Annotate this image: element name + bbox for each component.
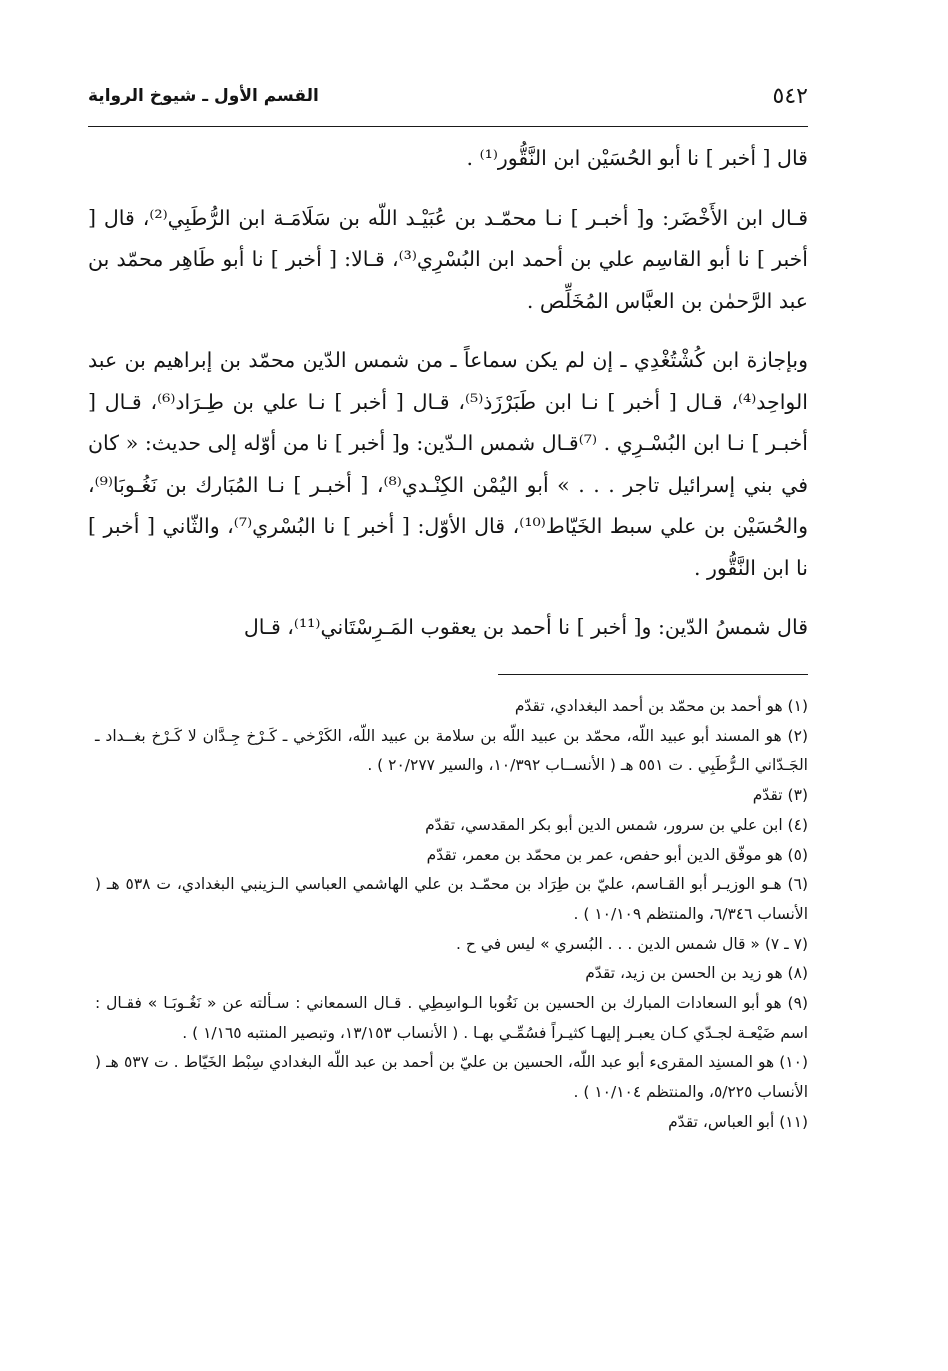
footnote: (٦) هـو الوزيـر أبو القـاسم، عليّ بن طِرَاد بن محمّـد بن علي الهاشمي العباسي الـزينبي البغدادي، ت ٥٣٨ هـ ( الأنساب ٦/٣٤٦، والمنتظم ١٠/١٠٩ ) . bbox=[95, 875, 809, 923]
paragraph: قال شمسُ الدّين: و[ أخبر ] نا أحمد بن يعقوب المَـرِسْتَاني⁽¹¹⁾، قـال bbox=[243, 615, 808, 639]
page-number: ٥٤٢ bbox=[772, 84, 808, 109]
footnote: (٤) ابن علي بن سرور، شمس الدين أبو بكر المقدسي، تقدّم bbox=[425, 815, 808, 834]
footnote-separator bbox=[498, 674, 808, 675]
paragraph: وبإجازة ابن كُشْتُغْدِي ـ إن لم يكن سماعاً ـ من شمس الدّين محمّد بن إبراهيم بن عبد الواحِد⁽⁴⁾، قـال [ أخبر ] نـا ابن طَبَرْزَذ⁽⁵⁾، قـال [ أخبر ] نـا علي بن طِـرَاد⁽⁶⁾، قـال [ أخبـر ] نـا ابن البُسْـرِي . ⁽⁷⁾قـال شمس الـدّين: و[ أخبر ] نا من أوّله إلى حديث: « كان في بني إسرائيل تاجر . . . » أبو اليُمْن الكِنْـدي⁽⁸⁾، [ أخبـر ] نـا المُبَارك بن نَغُـوبَا⁽⁹⁾، والحُسَيْن بن علي سبط الخَيّاط⁽¹⁰⁾، قال الأوّل: [ أخبر ] نا البُسْري⁽⁷⁾، والثّاني [ أخبر ] نا ابن النَّقُّور . bbox=[88, 348, 808, 580]
footnote: (٧ ـ ٧) « قال شمس الدين . . . البُسري » ليس في ح . bbox=[456, 934, 808, 953]
footnote: (٩) هو أبو السعادات المبارك بن الحسين بن نَغُوبا الـواسِطِي . قـال السمعاني : سـألته عن « نَغُـوبَـا » فقـال : اسم ضَيْعـة لجـدّي كـان يعبـر إليهـا كثيـراً فسُمِّـي بهـا . ( الأنساب ١٣/١٥٣، وتبصير المنتبه ١/١٦٥ ) . bbox=[95, 994, 808, 1042]
paragraph: قال [ أخبر ] نا أبو الحُسَيْن ابن النَّقُّور⁽¹⁾ . bbox=[466, 146, 808, 170]
footnote: (٣) تقدّم bbox=[752, 786, 808, 805]
main-text bbox=[88, 138, 808, 667]
footnote: (١٠) هو المسنِد المقرىء أبو عبد اللّه، الحسين بن عليّ بن أحمد بن عبد اللّه البغدادي سِبْط الخَيّاط . ت ٥٣٧ هـ ( الأنساب ٥/٢٢٥، والمنتظم ١٠/١٠٤ ) . bbox=[95, 1053, 808, 1102]
page-header bbox=[88, 80, 808, 127]
footnote: (٢) هو المسند أبو عبيد اللّه، محمّد بن عبيد اللّه بن سلامة بن عبيد اللّه، الكَرْخي ـ كَـرْخ جِـدَّان لا كَـرْخ بغــداد ـ الجَـدّاني الـرُّطَبِي . ت ٥٥١ هـ ( الأنســاب ١٠/٣٩٢، والسير ٢٠/٢٧٧ ) . bbox=[95, 726, 808, 775]
paragraph: قـال ابن الأَخْضَر: و[ أخبـر ] نـا محمّـد بن عُبَيْـد اللّه بن سَلَامَـة ابن الرُّطَبِي⁽²⁾، قال [ أخبر ] نا أبو القاسِم علي بن أحمد ابن البُسْرِي⁽³⁾، قـالا: [ أخبر ] نا أبو طَاهِر محمّد بن عبد الرَّحمٰن بن العبَّاس المُخَلِّص . bbox=[88, 205, 808, 313]
footnote: (١) هو أحمد بن محمّد بن أحمد البغدادي، تقدّم bbox=[514, 697, 808, 715]
footnote: (١١) أبو العباس، تقدّم bbox=[668, 1112, 808, 1131]
running-title: القسم الأول ـ شيوخ الرواية bbox=[88, 86, 319, 106]
footnotes bbox=[95, 692, 808, 1138]
footnote: (٨) هو زيد بن الحسن بن زيد، تقدّم bbox=[585, 964, 808, 983]
footnote: (٥) هو موفّق الدين أبو حفص، عمر بن محمّد بن معمر، تقدّم bbox=[426, 845, 808, 864]
